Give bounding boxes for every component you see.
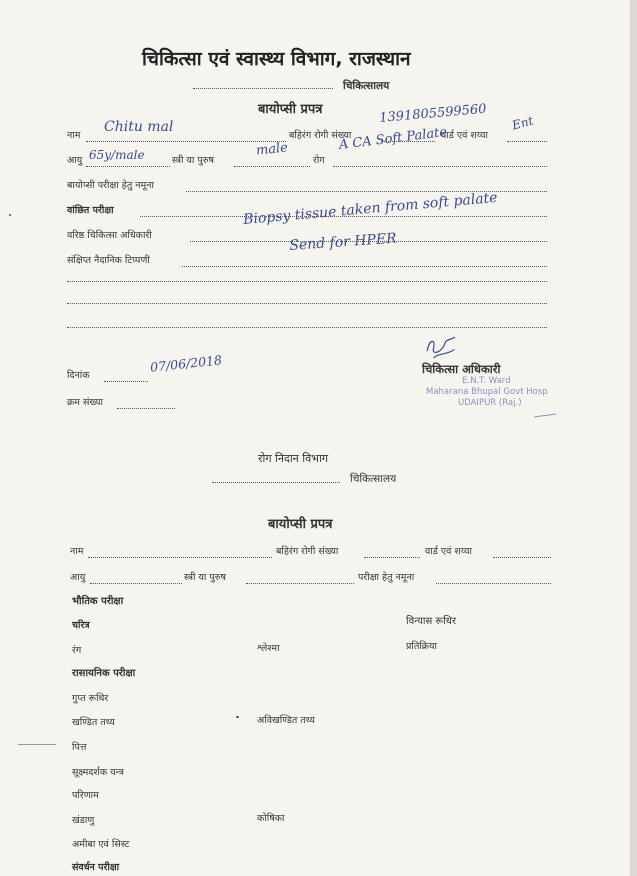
sex-label: स्त्री या पुरुष [172,155,214,166]
clinical-note-line [182,266,547,267]
name-line [86,141,286,142]
form2-name-label: नाम [70,546,84,557]
cells-label: कोषिका [257,813,285,824]
culture-exam-label: संवर्धन परीक्षा [72,862,120,873]
character-label: चरित्र [72,620,90,631]
name-value: Chitu mal [104,119,174,135]
split-facts-label: खण्डित तथ्य [72,717,115,728]
reaction-label: प्रतिक्रिया [406,641,438,652]
unsplit-facts-label: अविखण्डित तथ्य [257,715,315,726]
clinical-note-value: Send for HPER [288,230,398,254]
form2-sample-label: परीक्षा हेतु नमूना [358,572,415,583]
scan-mark [18,744,56,745]
pathology-hospital-blank [212,482,340,483]
age-value: 65y/male [89,148,145,162]
signature-label: चिकित्सा अधिकारी [422,362,501,376]
name-label: नाम [67,130,81,141]
opd-value: 1391805599560 [378,101,488,126]
opd-label: बहिरंग रोगी संख्या [289,130,352,141]
serial-label: क्रम संख्या [67,397,103,408]
form2-age-line [90,583,182,584]
note-line-4 [67,327,547,328]
disease-label: रोग [313,155,325,166]
scan-speck [236,716,239,718]
form1-title: बायोप्सी प्रपत्र [258,102,323,117]
date-line [104,381,148,382]
form2-ward-label: वार्ड एवं शय्या [425,546,472,557]
microscope-label: सूक्ष्मदर्शक यन्त्र [72,767,124,778]
ward-value: Ent [510,113,535,133]
age-label: आयु [67,155,83,166]
date-label: दिनांक [67,370,90,381]
serial-line [117,408,175,409]
form2-age-label: आयु [70,572,86,583]
note-line-2 [67,281,547,282]
amoeba-cyst-label: अमीबा एवं सिस्ट [72,839,130,850]
stamp-line-3: UDAIPUR (Raj.) [458,398,522,408]
hospital-name-blank [193,88,333,89]
disease-value: A CA Soft Palate [338,124,448,153]
mucus-label: श्लेश्मा [257,643,280,654]
ward-line [507,141,547,142]
disease-line [333,166,547,167]
senior-officer-value: Biopsy tissue taken from soft palate [242,189,499,228]
form2-sex-label: स्त्री या पुरुष [184,572,226,583]
form2-opd-line [364,557,420,558]
result-label: परिणाम [72,790,99,801]
senior-officer-label: वरिष्ठ चिकित्सा अधिकारी [67,230,152,241]
department-title: चिकित्सा एवं स्वास्थ्य विभाग, राजस्थान [142,48,411,70]
stamp-underline [534,413,556,417]
sex-value: male [255,140,289,159]
blood-arrangement-label: विन्यास रूधिर [406,616,457,627]
scan-speck [9,214,11,216]
ward-label: वार्ड एवं शय्या [441,130,488,141]
pathology-dept: रोग निदान विभाग [258,452,329,465]
color-label: रंग [72,645,82,656]
fragments-label: खंडाणु [72,815,95,826]
form2-sample-line [436,583,551,584]
sex-line [234,166,310,167]
stamp-line-2: Maharana Bhupal Govt Hosp [426,387,548,397]
signature-icon [421,331,462,364]
pathology-hospital-label: चिकित्सालय [350,473,397,485]
date-value: 07/06/2018 [149,352,223,375]
bile-label: पित्त [72,742,87,753]
form2-opd-label: बहिरंग रोगी संख्या [276,546,339,557]
hospital-label: चिकित्सालय [343,80,390,92]
form2-sex-line [246,583,354,584]
physical-exam-label: भौतिक परीक्षा [72,596,124,607]
chemical-exam-label: रासायनिक परीक्षा [72,668,136,679]
sample-label: बायोप्सी परीक्षा हेतु नमूना [67,180,154,191]
form2-title: बायोप्सी प्रपत्र [268,517,333,532]
page-edge-shadow [630,0,637,876]
occult-blood-label: गुप्त रूधिर [72,693,109,704]
required-test-label: वांछित परीक्षा [67,205,114,216]
clinical-note-label: संक्षिप्त नैदानिक टिप्पणी [67,255,150,266]
note-line-3 [67,303,547,304]
form2-name-line [88,557,272,558]
form2-ward-line [493,557,551,558]
age-line [86,166,170,167]
stamp-line-1: E.N.T. Ward [462,376,511,386]
